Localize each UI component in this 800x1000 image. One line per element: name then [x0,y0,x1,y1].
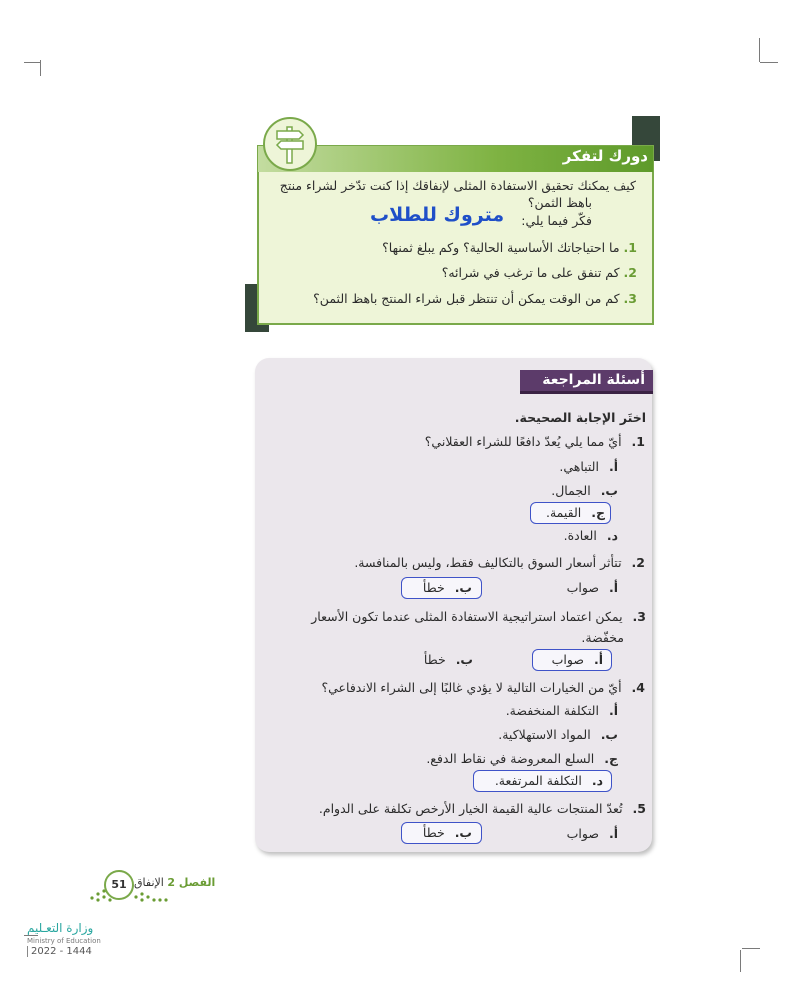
review-instruction: اختَر الإجابة الصحيحة. [514,410,646,425]
option-text: خطأ [422,825,445,840]
option-text: السلع المعروضة في نقاط الدفع. [426,751,595,766]
question-number: 1. [631,434,645,449]
answer-option [506,703,618,718]
footer-chapter [134,876,215,889]
option-text: صواب [566,826,599,841]
answer-option [552,652,603,667]
think-item-text: كم من الوقت يمكن أن تنتظر قبل شراء المنتج باهظ الثمن؟ [313,291,620,306]
answer-option [551,483,618,498]
think-item-text: ما احتياجاتك الأساسية الحالية؟ وكم يبلغ ثمنها؟ [382,240,620,255]
option-label: أ. [593,652,603,667]
crop-mark [760,62,778,63]
think-item-number: 2. [623,265,637,280]
answer-option [424,652,473,667]
think-consider: فكّر فيما يلي: [521,213,592,228]
think-item [382,240,637,255]
ministry-logo-english: Ministry of Education [27,937,101,945]
answer-option [495,773,603,788]
think-item [442,265,637,280]
chapter-title: الإنفاق [134,876,164,889]
question-number: 2. [631,555,645,570]
question [311,609,646,624]
question [425,434,645,449]
answer-option [559,459,618,474]
question-number: 3. [632,609,646,624]
crop-mark [24,62,40,63]
answer-option [498,727,618,742]
think-intro-cont: باهظ الثمن؟ [527,195,592,210]
option-text: التكلفة المرتفعة. [494,773,582,788]
question-number: 5. [632,801,646,816]
question [319,801,646,816]
option-text: صواب [551,652,584,667]
signpost-icon [263,117,317,171]
think-item-number: 1. [623,240,637,255]
question-text-cont: مخفّضة. [581,630,624,645]
chapter-label: الفصل 2 [167,876,216,889]
question-text: يمكن اعتماد استراتيجية الاستفادة المثلى عندما تكون الأسعار [311,609,623,624]
answer-option [423,580,472,595]
option-text: المواد الاستهلاكية. [498,727,591,742]
option-text: خطأ [423,652,446,667]
option-label: د. [606,528,618,543]
edition-year: 2022 - 1444 [27,946,92,957]
option-text: صواب [566,580,599,595]
crop-mark [740,950,741,972]
answer-option [564,528,618,543]
think-item [313,291,637,306]
review-title: أسئلة المراجعة [520,370,653,394]
question-text: تُعدّ المنتجات عالية القيمة الخيار الأرخص تكلفة على الدوام. [318,801,623,816]
option-text: القيمة. [545,505,582,520]
option-label: ب. [454,580,472,595]
answer-option [426,751,618,766]
option-text: التكلفة المنخفضة. [505,703,599,718]
think-intro: كيف يمكنك تحقيق الاستفادة المثلى لإنفاقك إذا كنت تدّخر لشراء منتج [279,178,636,193]
think-box-title: دورك لتفكر [562,147,648,165]
answer-option [567,580,618,595]
option-text: الجمال. [551,483,591,498]
crop-mark [742,948,760,949]
question [354,555,645,570]
option-label: ب. [600,483,618,498]
option-label: ب. [455,652,473,667]
question-number: 4. [631,680,645,695]
question-text: أيّ مما يلي يُعدّ دافعًا للشراء العقلاني؟ [424,434,622,449]
option-label: د. [591,773,603,788]
option-text: العادة. [563,528,597,543]
option-label: ج. [604,751,618,766]
question-text: أيّ من الخيارات التالية لا يؤدي غالبًا إلى الشراء الاندفاعي؟ [321,680,622,695]
option-label: أ. [608,459,618,474]
crop-mark [40,60,41,76]
left-for-students-note: متروك للطلاب [370,204,505,226]
crop-mark [24,935,38,936]
think-item-number: 3. [623,291,637,306]
think-item-text: كم تنفق على ما ترغب في شرائه؟ [441,265,620,280]
option-label: ب. [600,727,618,742]
ministry-logo-arabic: وزارة التعـليم [27,921,94,935]
option-text: خطأ [422,580,445,595]
answer-option [546,505,605,520]
option-label: أ. [608,826,618,841]
option-label: أ. [608,703,618,718]
question [322,680,646,695]
answer-option [423,825,472,840]
question-text: تتأثر أسعار السوق بالتكاليف فقط، وليس بالمنافسة. [354,555,622,570]
option-label: أ. [608,580,618,595]
page-number: 51 [104,870,134,900]
option-label: ب. [454,825,472,840]
answer-option [567,826,618,841]
crop-mark [759,38,760,62]
option-label: ج. [591,505,605,520]
option-text: التباهي. [559,459,599,474]
